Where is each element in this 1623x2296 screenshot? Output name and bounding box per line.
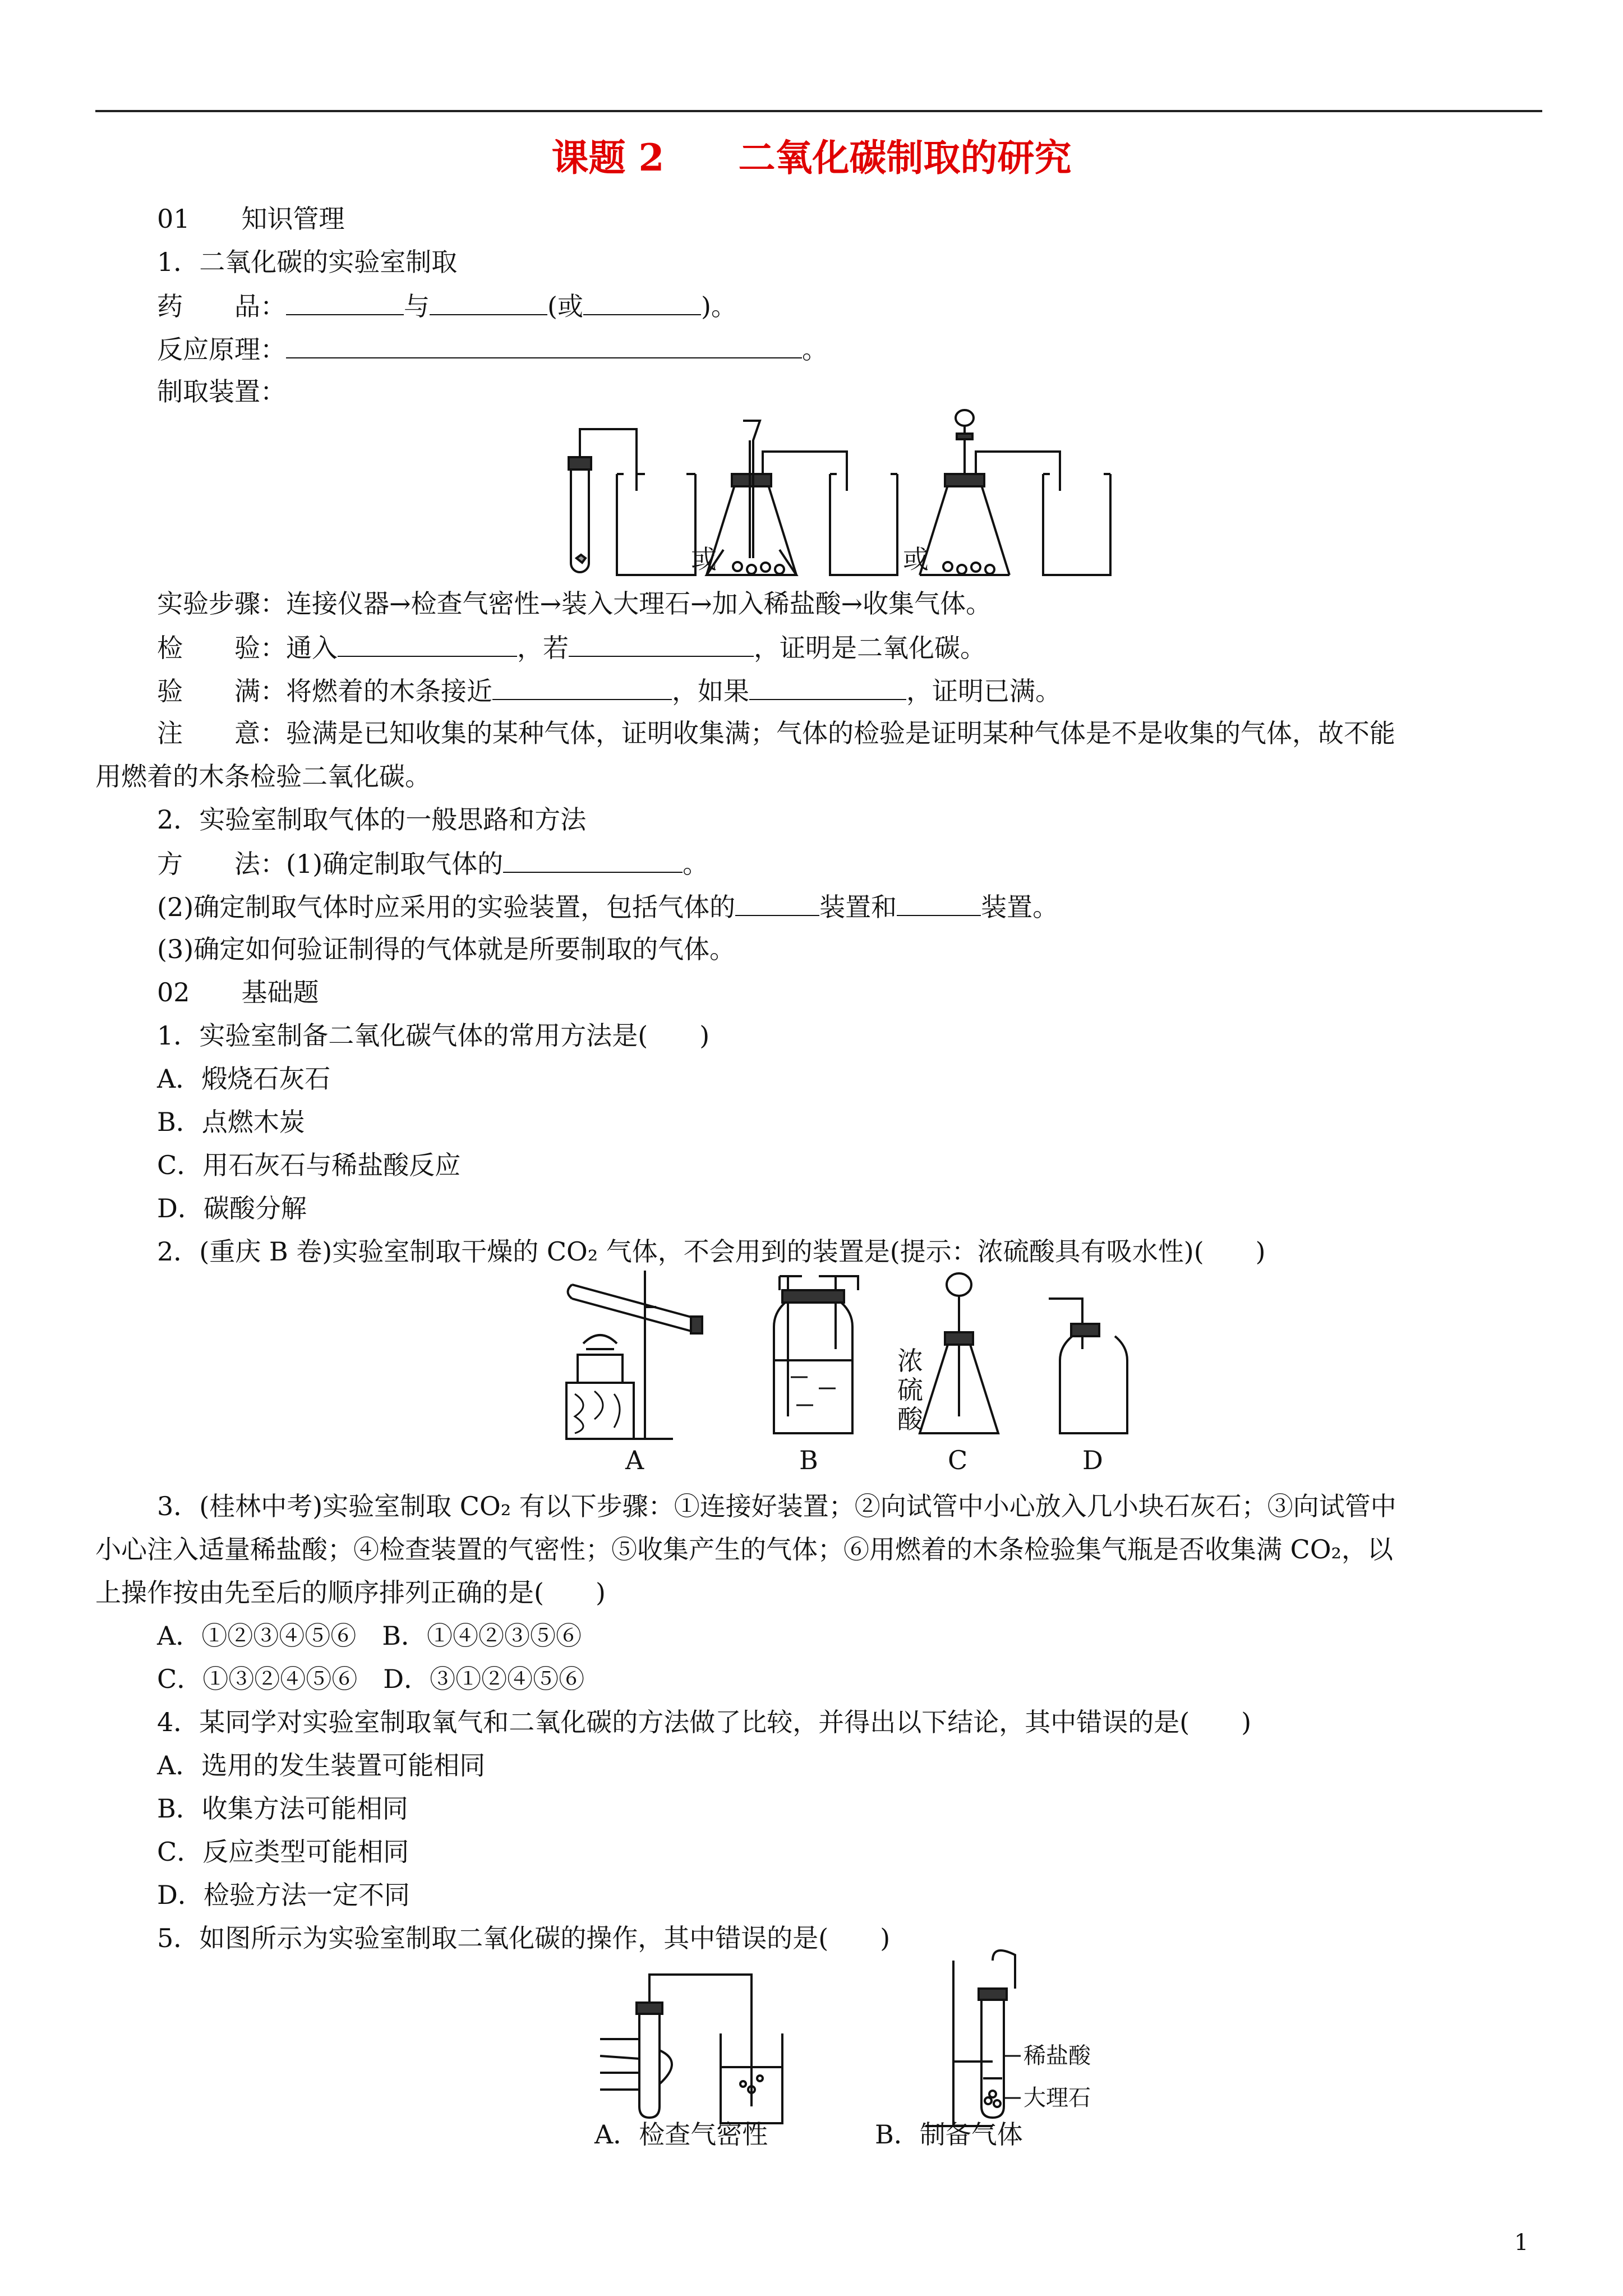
answer-blank[interactable] (569, 630, 754, 657)
gas-preparation (925, 1950, 1021, 2126)
figure-devices-abcd (561, 1265, 1150, 1475)
label-a: A (625, 1445, 644, 1475)
item-heading-1: 1．二氧化碳的实验室制取 (157, 247, 458, 277)
device-a-heating (566, 1271, 702, 1439)
label-dilute-hcl: 稀盐酸 (1023, 2043, 1091, 2069)
top-rule (95, 110, 1542, 112)
airtightness-check (600, 1975, 782, 2123)
device-b-wash-bottle (774, 1276, 858, 1433)
flask-funnel-setup (707, 421, 897, 575)
or-label: 或 (903, 544, 929, 574)
caption-b: B．制备气体 (875, 2119, 1023, 2150)
acid-label: 浓 硫 酸 (897, 1346, 923, 1434)
question-3-line-1: 3．(桂林中考)实验室制取 CO₂ 有以下步骤：①连接好装置；②向试管中小心放入几小块石灰石；③向试管中 (157, 1491, 1396, 1521)
answer-blank[interactable] (749, 673, 906, 700)
q4-option-a: A．选用的发生装置可能相同 (157, 1750, 486, 1780)
label-marble: 大理石 (1023, 2085, 1091, 2111)
method-line-1: 方 法：(1)确定制取气体的 。 (157, 846, 708, 881)
reagents-line: 药 品： 与 (或 )。 (157, 288, 737, 323)
q4-option-d: D．检验方法一定不同 (157, 1880, 410, 1910)
answer-blank[interactable] (583, 288, 701, 315)
method-line-2: (2)确定制取气体时应采用的实验装置，包括气体的 装置和 装置。 (157, 889, 1058, 924)
q3-options-cd: C．①③②④⑤⑥ D．③①②④⑤⑥ (157, 1664, 585, 1694)
item-heading-2: 2．实验室制取气体的一般思路和方法 (157, 804, 587, 835)
question-2: 2．(重庆 B 卷)实验室制取干燥的 CO₂ 气体，不会用到的装置是(提示：浓硫酸具有吸水性)( ) (157, 1236, 1266, 1267)
page-number: 1 (1514, 2230, 1529, 2256)
method-line-3: (3)确定如何验证制得的气体就是所要制取的气体。 (157, 934, 736, 964)
caption-a: A．检查气密性 (594, 2119, 768, 2150)
q3-options-ab: A．①②③④⑤⑥ B．①④②③⑤⑥ (157, 1621, 582, 1651)
answer-blank[interactable] (503, 846, 683, 873)
page-title: 课题 2 二氧化碳制取的研究 (551, 136, 1072, 180)
answer-blank[interactable] (897, 889, 981, 916)
device-d-gas-bottle (1049, 1299, 1127, 1433)
question-1: 1．实验室制备二氧化碳气体的常用方法是( ) (157, 1020, 710, 1051)
note-line-1: 注 意：验满是已知收集的某种气体，证明收集满；气体的检验是证明某种气体是不是收集的气体，故不能 (157, 718, 1395, 748)
label-d: D (1082, 1445, 1103, 1475)
experiment-steps: 实验步骤：连接仪器→检查气密性→装入大理石→加入稀盐酸→收集气体。 (157, 588, 992, 619)
section-heading-basic: 02 基础题 (157, 977, 319, 1007)
flask-separatory-funnel-setup (920, 410, 1110, 575)
figure-operations (589, 1949, 1150, 2134)
q4-option-c: C．反应类型可能相同 (157, 1837, 409, 1867)
or-label: 或 (691, 544, 717, 574)
answer-blank[interactable] (430, 288, 547, 315)
device-c-flask-funnel (920, 1273, 998, 1433)
answer-blank[interactable] (286, 288, 404, 315)
question-3-line-3: 上操作按由先至后的顺序排列正确的是( ) (95, 1577, 606, 1608)
label-c: C (948, 1445, 968, 1475)
reaction-principle-line: 反应原理： 。 (157, 332, 828, 366)
question-4: 4．某同学对实验室制取氧气和二氧化碳的方法做了比较，并得出以下结论，其中错误的是( ) (157, 1707, 1252, 1737)
full-check-line: 验 满：将燃着的木条接近 ，如果 ，证明已满。 (157, 673, 1061, 708)
q1-option-b: B．点燃木炭 (157, 1107, 305, 1137)
label-b: B (799, 1445, 818, 1475)
answer-blank[interactable] (338, 630, 517, 657)
question-3-line-2: 小心注入适量稀盐酸；④检查装置的气密性；⑤收集产生的气体；⑥用燃着的木条检验集气瓶是否收集满 CO₂，以 (95, 1534, 1393, 1565)
test-line: 检 验：通入 ，若 ，证明是二氧化碳。 (157, 630, 986, 665)
answer-blank[interactable] (492, 673, 672, 700)
test-tube-setup (569, 429, 695, 575)
section-heading-knowledge: 01 知识管理 (157, 204, 345, 234)
q1-option-d: D．碳酸分解 (157, 1193, 307, 1223)
q4-option-b: B．收集方法可能相同 (157, 1793, 408, 1824)
q1-option-c: C．用石灰石与稀盐酸反应 (157, 1150, 461, 1180)
q1-option-a: A．煅烧石灰石 (157, 1064, 331, 1094)
question-5: 5．如图所示为实验室制取二氧化碳的操作，其中错误的是( ) (157, 1923, 891, 1953)
figure-apparatus-setups (561, 407, 1122, 581)
note-line-2: 用燃着的木条检验二氧化碳。 (95, 761, 431, 792)
apparatus-label: 制取装置： (157, 376, 286, 407)
answer-blank[interactable] (735, 889, 819, 916)
answer-blank[interactable] (286, 332, 802, 358)
